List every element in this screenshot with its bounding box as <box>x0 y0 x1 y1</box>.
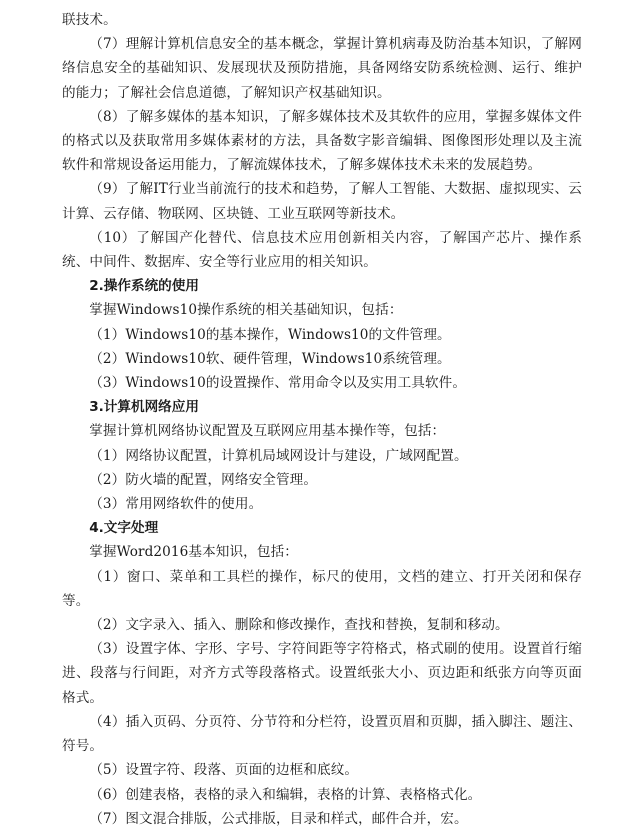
body-paragraph: （10）了解国产化替代、信息技术应用创新相关内容，了解国产芯片、操作系统、中间件、数据库、安全等行业应用的相关知识。 <box>62 229 582 271</box>
body-paragraph: （9）了解IT行业当前流行的技术和趋势，了解人工智能、大数据、虚拟现实、云计算、云存储、物联网、区块链、工业互联网等新技术。 <box>62 181 582 222</box>
body-paragraph: （2）Windows10软、硬件管理，Windows10系统管理。 <box>89 350 451 367</box>
body-paragraph: （3）常用网络软件的使用。 <box>89 496 263 513</box>
body-paragraph: （8）了解多媒体的基本知识，了解多媒体技术及其软件的应用，掌握多媒体文件的格式以及获取常用多媒体素材的方法，具备数字影音编辑、图像图形处理以及主流软件和常规设备运用能力，了解流媒体技术，了解多媒体技术未来的发展趋势。 <box>62 108 582 174</box>
document-page <box>62 8 582 831</box>
body-paragraph: （3）Windows10的设置操作、常用命令以及实用工具软件。 <box>89 375 467 392</box>
body-paragraph: 掌握Word2016基本知识，包括： <box>89 544 298 561</box>
body-paragraph: （2）防火墙的配置，网络安全管理。 <box>89 471 318 488</box>
body-paragraph: （1）网络协议配置，计算机局域网设计与建设，广域网配置。 <box>89 447 468 464</box>
body-paragraph: （4）插入页码、分页符、分节符和分栏符，设置页眉和页脚，插入脚注、题注、符号。 <box>62 713 582 755</box>
body-paragraph: （6）创建表格，表格的录入和编辑，表格的计算、表格格式化。 <box>89 786 482 803</box>
section-heading: 4.文字处理 <box>89 520 159 537</box>
body-paragraph: （7）图文混合排版，公式排版，目录和样式，邮件合并，宏。 <box>89 810 468 827</box>
body-paragraph: 掌握计算机网络协议配置及互联网应用基本操作等，包括： <box>89 423 446 440</box>
body-paragraph: （2）文字录入、插入、删除和修改操作，查找和替换，复制和移动。 <box>89 617 509 634</box>
body-paragraph: （1）窗口、菜单和工具栏的操作，标尺的使用，文档的建立、打开关闭和保存等。 <box>62 568 582 609</box>
body-paragraph: （3）设置字体、字形、字号、字符间距等字符格式，格式刷的使用。设置首行缩进、段落与行间距，对齐方式等段落格式。设置纸张大小、页边距和纸张方向等页面格式。 <box>62 641 582 706</box>
body-paragraph: 联技术。 <box>62 12 117 28</box>
body-paragraph: （7）理解计算机信息安全的基本概念，掌握计算机病毒及防治基本知识，了解网络信息安全的基础知识、发展现状及预防措施，具备网络安防系统检测、运行、维护的能力；了解社会信息道德，了解知识产权基础知识。 <box>62 36 582 101</box>
body-paragraph: 掌握Windows10操作系统的相关基础知识，包括： <box>89 302 403 319</box>
section-heading: 3.计算机网络应用 <box>89 399 199 416</box>
section-heading: 2.操作系统的使用 <box>89 278 199 295</box>
body-paragraph: （5）设置字符、段落、页面的边框和底纹。 <box>89 762 359 779</box>
body-paragraph: （1）Windows10的基本操作，Windows10的文件管理。 <box>89 326 451 343</box>
